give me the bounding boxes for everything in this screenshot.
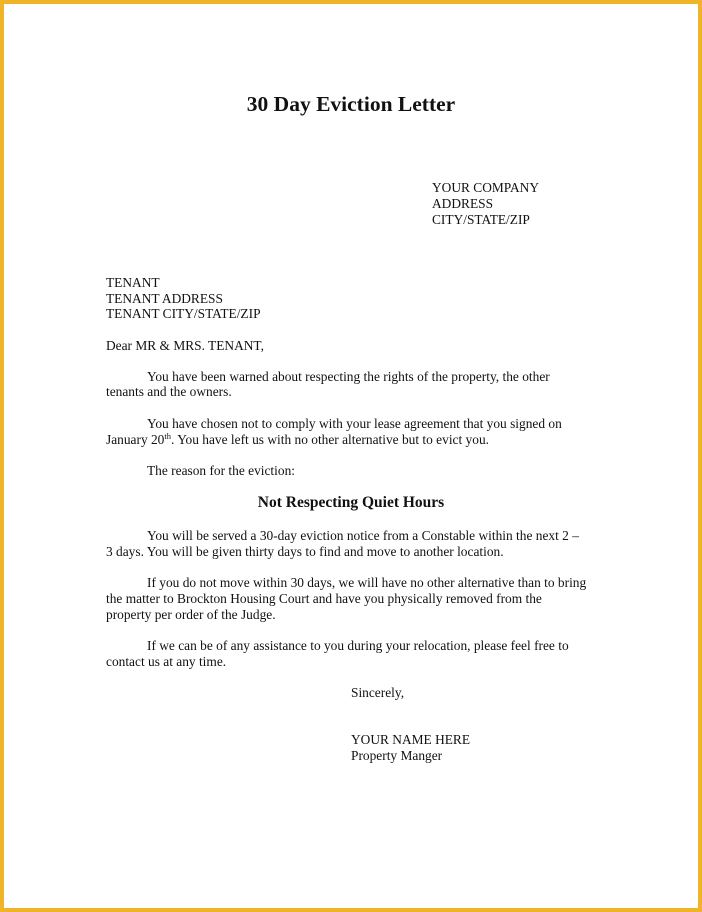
- sender-address: ADDRESS: [432, 196, 494, 211]
- reason-intro: The reason for the eviction:: [147, 463, 295, 478]
- paragraph5-line2: contact us at any time.: [106, 654, 227, 669]
- letter-title: 30 Day Eviction Letter: [246, 92, 456, 116]
- recipient-name: TENANT: [106, 275, 160, 290]
- paragraph2-line1: You have chosen not to comply with your lease agreement that you signed on: [147, 416, 562, 431]
- eviction-reason-heading: Not Respecting Quiet Hours: [257, 494, 445, 511]
- paragraph4-line1: If you do not move within 30 days, we will have no other alternative than to bring: [147, 575, 587, 590]
- paragraph2-line2: [106, 432, 489, 448]
- signature-name: YOUR NAME HERE: [351, 732, 471, 747]
- paragraph4-line3: property per order of the Judge.: [106, 607, 276, 622]
- recipient-city-state-zip: TENANT CITY/STATE/ZIP: [106, 306, 261, 321]
- paragraph3-line2: 3 days. You will be given thirty days to find and move to another location.: [106, 544, 504, 559]
- paragraph2-line2-rest: . You have left us with no other alternative but to evict you.: [171, 432, 489, 447]
- date-text: January 20: [106, 432, 165, 447]
- recipient-address: TENANT ADDRESS: [106, 291, 223, 306]
- sender-company: YOUR COMPANY: [432, 180, 540, 195]
- closing: Sincerely,: [351, 685, 405, 700]
- paragraph5-line1: If we can be of any assistance to you during your relocation, please feel free to: [147, 638, 569, 653]
- paragraph3-line1: You will be served a 30-day eviction notice from a Constable within the next 2 –: [147, 528, 579, 543]
- salutation: Dear MR & MRS. TENANT,: [106, 338, 264, 353]
- signature-role: Property Manger: [351, 748, 443, 763]
- paragraph4-line2: the matter to Brockton Housing Court and have you physically removed from the: [106, 591, 542, 606]
- paragraph1-line1: You have been warned about respecting the rights of the property, the other: [147, 369, 550, 384]
- ordinal-suffix: th: [164, 431, 172, 441]
- sender-city-state-zip: CITY/STATE/ZIP: [432, 212, 530, 227]
- paragraph1-line2: tenants and the owners.: [106, 384, 232, 399]
